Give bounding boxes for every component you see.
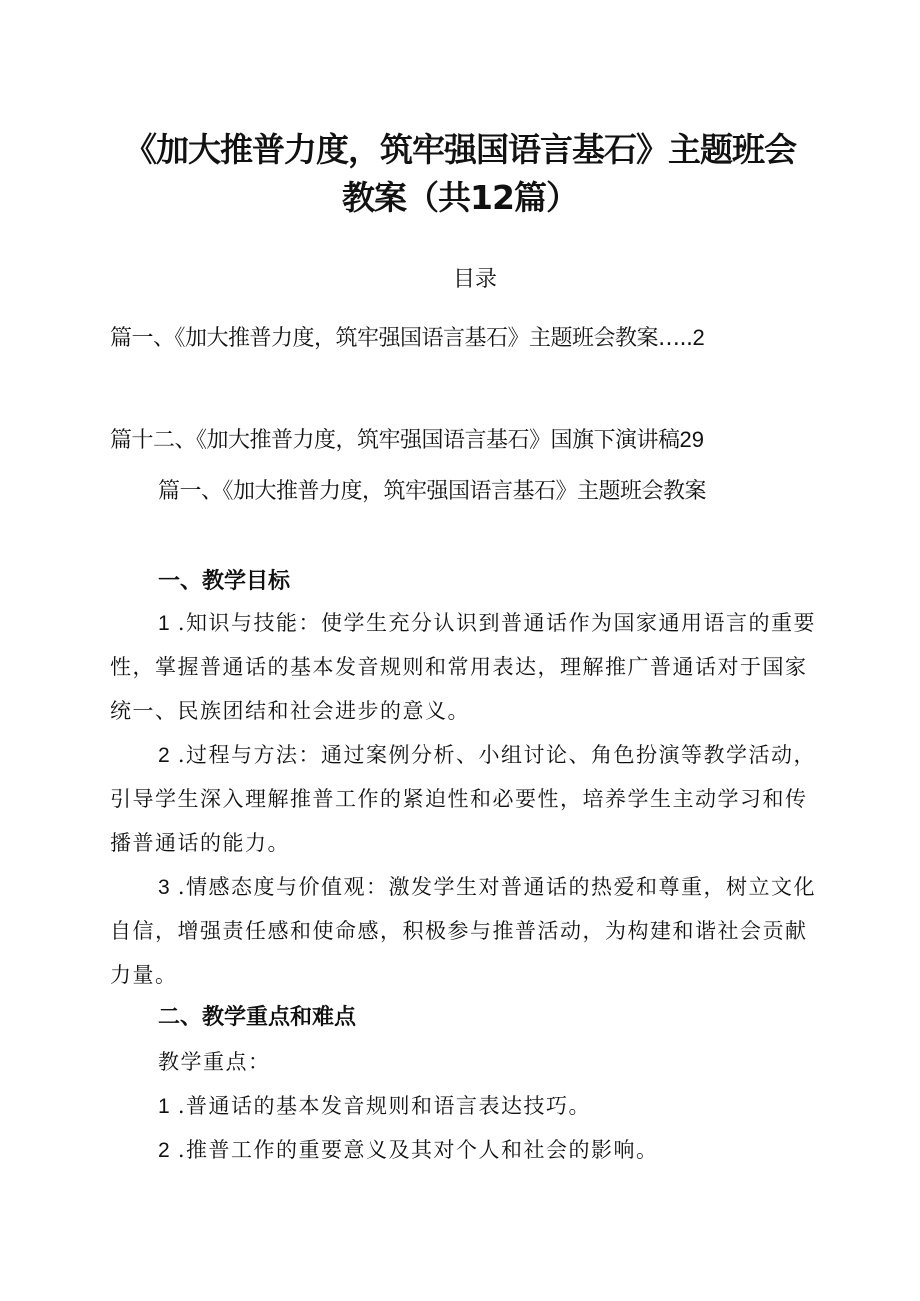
section-heading: 二、教学重点和难点 [158,1005,357,1030]
document-title-line-2: 教案（共12篇） [342,178,578,217]
paragraph-line: 统一、民族团结和社会进步的意义。 [110,699,470,723]
paragraph-line: 引导学生深入理解推普工作的紧迫性和必要性，培养学生主动学习和传 [110,787,808,811]
item-number: 2 [158,1139,170,1162]
document-title-line-1: 《加大推普力度，筑牢强国语言基石》主题班会 [124,130,796,169]
paragraph-line: 自信，增强责任感和使命感，积极参与推普活动，为构建和谐社会贡献 [110,919,808,943]
toc-entry-label: 篇十二、《加大推普力度，筑牢强国语言基石》国旗下演讲稿 [110,428,680,453]
toc-entry[interactable] [110,423,704,454]
item-number: 2 [158,744,170,767]
item-number: 1 [158,612,170,635]
paragraph-line: 2 .推普工作的重要意义及其对个人和社会的影响。 [158,1138,659,1162]
paragraph-line: 1 .知识与技能：使学生充分认识到普通话作为国家通用语言的重要 [158,611,817,635]
paragraph-line: 1 .普通话的基本发音规则和语言表达技巧。 [158,1094,592,1118]
paragraph-line: 2 .过程与方法：通过案例分析、小组讨论、角色扮演等教学活动， [158,743,817,767]
toc-entry-label: 篇一、《加大推普力度，筑牢强国语言基石》主题班会教案….. [110,326,693,351]
item-number: 3 [158,876,170,899]
paragraph-line: 3 .情感态度与价值观：激发学生对普通话的热爱和尊重，树立文化 [158,875,817,899]
paragraph-line: 性，掌握普通话的基本发音规则和常用表达，理解推广普通话对于国家 [110,655,808,679]
paragraph-line: 播普通话的能力。 [110,831,290,855]
toc-entry-page: 29 [679,427,704,452]
item-number: 1 [158,1095,170,1118]
article-title: 篇一、《加大推普力度，筑牢强国语言基石》主题班会教案 [158,479,707,504]
paragraph-line: 力量。 [110,963,178,987]
subheading: 教学重点： [158,1050,271,1074]
toc-entry-page: 2 [692,325,705,350]
toc-entry[interactable] [110,321,705,352]
section-heading: 一、教学目标 [158,569,291,594]
toc-heading: 目录 [452,267,497,292]
